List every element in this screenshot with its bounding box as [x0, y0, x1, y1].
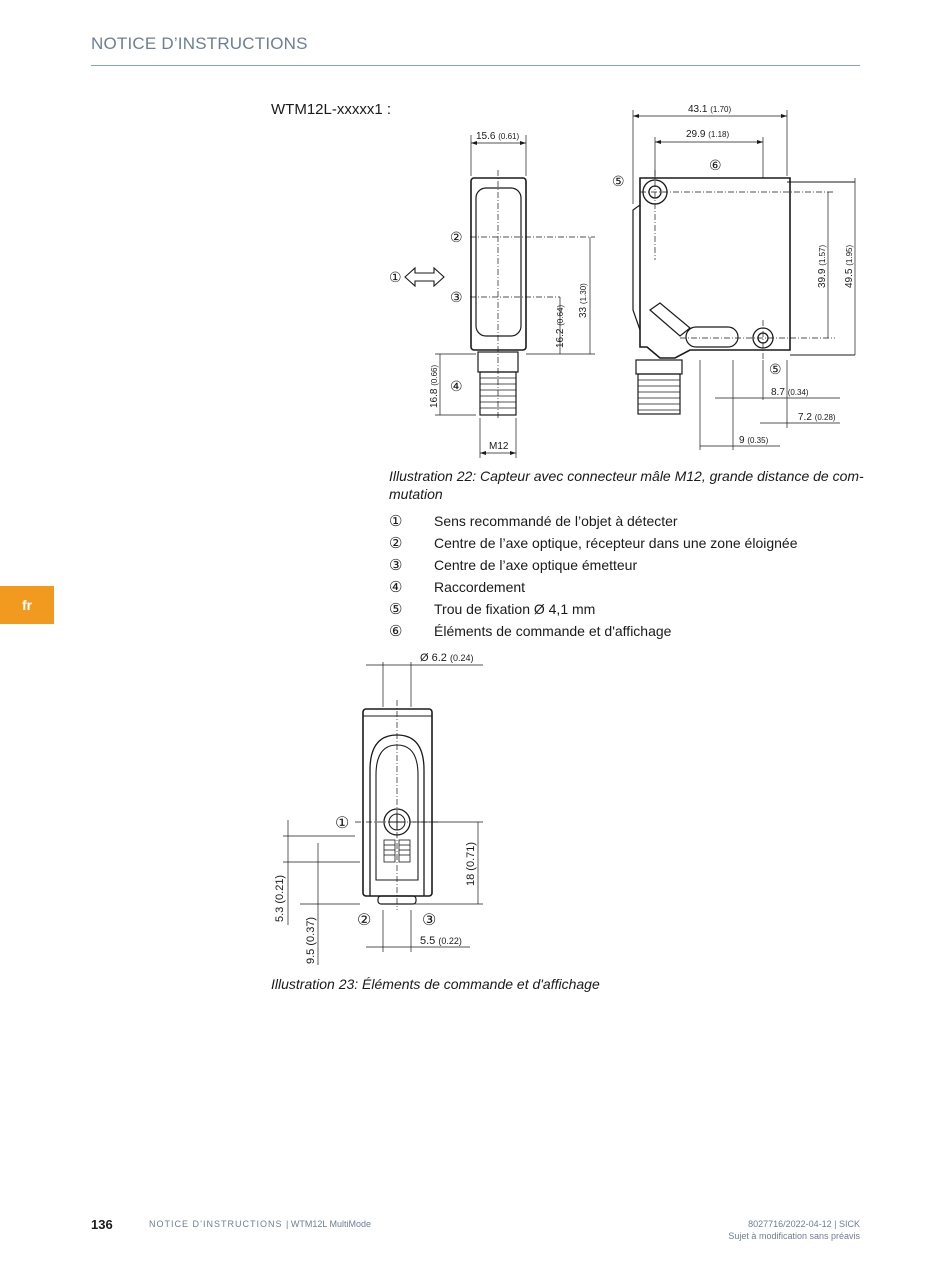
legend-item: ③ Centre de l’axe optique émetteur — [389, 557, 638, 574]
callout-1: ① — [389, 269, 402, 285]
fig23-callout-3: ③ — [422, 912, 437, 929]
page-number: 136 — [91, 1217, 113, 1232]
dim-49-5: 49.5 (1.95) — [844, 244, 855, 288]
dim-16-8: 16.8 (0.66) — [429, 364, 440, 408]
footer-notice: Sujet à modification sans préavis — [728, 1231, 860, 1241]
figure22-drawing — [0, 0, 950, 470]
figure23-caption: Illustration 23: Éléments de commande et d'affichage — [271, 976, 600, 992]
dim-5-3: 5.3 (0.21) — [274, 874, 286, 922]
footer-doc-title: NOTICE D’INSTRUCTIONS | WTM12L MultiMode — [149, 1219, 372, 1229]
legend-item: ④ Raccordement — [389, 579, 526, 596]
sensor-side-body — [640, 178, 790, 358]
dim-6-2: Ø 6.2 (0.24) — [420, 652, 474, 664]
callout-5a: ⑤ — [612, 173, 625, 189]
legend-list — [389, 510, 859, 642]
dim-9-5: 9.5 (0.37) — [305, 916, 317, 964]
figure22-model-label: WTM12L-xxxxx1 : — [271, 101, 392, 118]
footer-doc-ref: 8027716/2022-04-12 | SICK — [748, 1219, 860, 1229]
dim-7-2: 7.2 (0.28) — [798, 412, 836, 423]
dim-29-9: 29.9 (1.18) — [686, 129, 730, 140]
dim-5-5: 5.5 (0.22) — [420, 935, 462, 947]
legend-item: ⑤ Trou de fixation Ø 4,1 mm — [389, 601, 596, 618]
dim-39-9: 39.9 (1.57) — [817, 244, 828, 288]
footer-reference — [728, 1218, 860, 1242]
callout-4: ④ — [450, 378, 463, 394]
callout-2: ② — [450, 229, 463, 245]
legend-item: ⑥ Éléments de commande et d'affichage — [389, 623, 672, 640]
dim-43-1: 43.1 (1.70) — [688, 104, 732, 115]
callout-5b: ⑤ — [769, 361, 782, 377]
figure22-caption: Illustration 22: Capteur avec connecteur mâle M12, grande distance de com- mutation — [389, 468, 864, 502]
fig23-callout-1: ① — [335, 815, 350, 832]
dim-16-2: 16.2 (0.64) — [555, 304, 566, 348]
dim-m12: M12 — [489, 441, 509, 452]
dim-9: 9 (0.35) — [739, 435, 769, 446]
sensor-front-body — [471, 178, 526, 350]
dim-15-6: 15.6 (0.61) — [476, 131, 520, 142]
legend-item: ① Sens recommandé de l’objet à détecter — [389, 513, 678, 530]
dim-8-7: 8.7 (0.34) — [771, 387, 809, 398]
page-header-title: NOTICE D’INSTRUCTIONS — [91, 34, 308, 53]
language-tab[interactable]: fr — [0, 586, 54, 624]
dim-33: 33 (1.30) — [578, 283, 589, 318]
legend-item: ② Centre de l’axe optique, récepteur dans une zone éloignée — [389, 535, 798, 552]
callout-3: ③ — [450, 289, 463, 305]
callout-6: ⑥ — [709, 157, 722, 173]
fig23-callout-2: ② — [357, 912, 372, 929]
dim-18: 18 (0.71) — [465, 841, 477, 886]
